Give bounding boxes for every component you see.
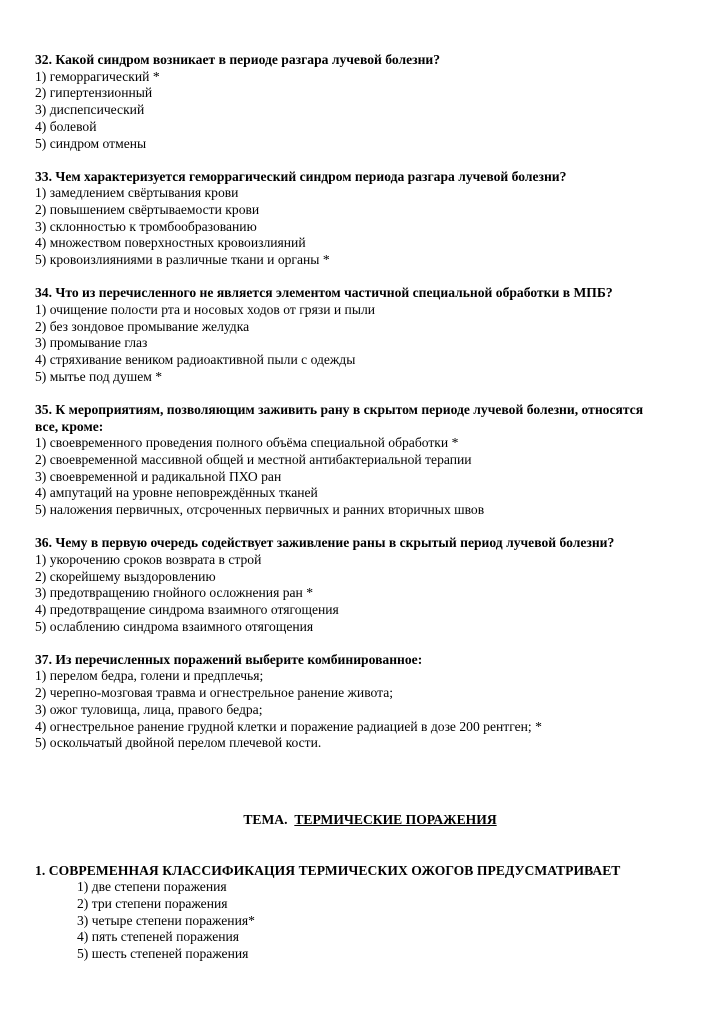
answer-option: 1) геморрагический * <box>35 68 160 84</box>
answer-option: 4) предотвращение синдрома взаимного отягощения <box>35 601 339 617</box>
question-32 <box>35 52 695 152</box>
answer-option: 3) диспепсический <box>35 102 145 118</box>
answer-option: 3) промывание глаз <box>35 335 148 351</box>
answer-option: 2) черепно-мозговая травма и огнестрельное ранение живота; <box>35 685 394 701</box>
answer-list <box>35 879 695 963</box>
answer-option: 4) болевой <box>35 118 97 134</box>
question-37 <box>35 652 695 752</box>
question-title: 1. СОВРЕМЕННАЯ КЛАССИФИКАЦИЯ ТЕРМИЧЕСКИХ ОЖОГОВ ПРЕДУСМАТРИВАЕТ <box>35 862 621 878</box>
question-title: 33. Чем характеризуется геморрагический синдром периода разгара лучевой болезни? <box>35 168 567 184</box>
question-title: 32. Какой синдром возникает в периоде разгара лучевой болезни? <box>35 52 441 67</box>
answer-option: 3) склонностью к тромбообразованию <box>35 218 257 234</box>
topic-question-1 <box>35 863 695 963</box>
answer-option: 1) две степени поражения <box>77 879 227 895</box>
answer-option: 5) наложения первичных, отсроченных первичных и ранних вторичных швов <box>35 502 485 518</box>
question-35 <box>35 402 695 519</box>
question-title: 37. Из перечисленных поражений выберите комбинированное: <box>35 651 423 667</box>
question-33 <box>35 169 695 269</box>
answer-option: 4) множеством поверхностных кровоизлияний <box>35 235 306 251</box>
answer-option: 5) ослаблению синдрома взаимного отягощения <box>35 618 314 634</box>
answer-option: 1) очищение полости рта и носовых ходов от грязи и пыли <box>35 301 376 317</box>
answer-option: 5) оскольчатый двойной перелом плечевой кости. <box>35 735 322 751</box>
answer-option: 5) синдром отмены <box>35 135 147 151</box>
document-page <box>35 52 695 963</box>
answer-option: 5) шесть степеней поражения <box>77 946 249 962</box>
answer-option: 2) своевременной массивной общей и местной антибактериальной терапии <box>35 451 472 467</box>
answer-option: 1) укорочению сроков возврата в строй <box>35 551 262 567</box>
question-title: 36. Чему в первую очередь содействует заживление раны в скрытый период лучевой болезни? <box>35 535 615 551</box>
answer-option: 4) ампутаций на уровне неповреждённых тканей <box>35 485 318 501</box>
answer-option: 3) четыре степени поражения* <box>77 912 255 928</box>
topic-prefix: ТЕМА. <box>243 811 288 827</box>
answer-option: 2) три степени поражения <box>77 896 228 912</box>
answer-option: 1) замедлением свёртывания крови <box>35 185 239 201</box>
answer-option: 4) пять степеней поражения <box>77 929 240 945</box>
answer-option: 5) мытье под душем * <box>35 368 163 384</box>
answer-option: 5) кровоизлияниями в различные ткани и органы * <box>35 252 330 268</box>
answer-option: 1) перелом бедра, голени и предплечья; <box>35 668 264 684</box>
question-34 <box>35 285 695 385</box>
question-title: 34. Что из перечисленного не является элементом частичной специальной обработки в МПБ? <box>35 285 613 301</box>
question-36 <box>35 535 695 635</box>
answer-option: 3) своевременной и радикальной ПХО ран <box>35 468 282 484</box>
answer-option: 1) своевременного проведения полного объёма специальной обработки * <box>35 435 459 451</box>
answer-option: 2) повышением свёртываемости крови <box>35 202 260 218</box>
answer-option: 4) стряхивание веником радиоактивной пыли с одежды <box>35 352 356 368</box>
topic-title: ТЕРМИЧЕСКИЕ ПОРАЖЕНИЯ <box>294 811 497 827</box>
topic-heading <box>35 812 695 829</box>
answer-option: 2) без зондовое промывание желудка <box>35 318 250 334</box>
answer-option: 3) ожог туловища, лица, правого бедра; <box>35 701 263 717</box>
answer-option: 2) скорейшему выздоровлению <box>35 568 216 584</box>
question-title-line-2: все, кроме: <box>35 418 104 434</box>
answer-option: 3) предотвращению гнойного осложнения ран * <box>35 585 314 601</box>
question-title-line-1: 35. К мероприятиям, позволяющим заживить рану в скрытом периоде лучевой болезни, относятся <box>35 401 644 417</box>
answer-option: 2) гипертензионный <box>35 85 153 101</box>
answer-option: 4) огнестрельное ранение грудной клетки и поражение радиацией в дозе 200 рентген; * <box>35 718 542 734</box>
